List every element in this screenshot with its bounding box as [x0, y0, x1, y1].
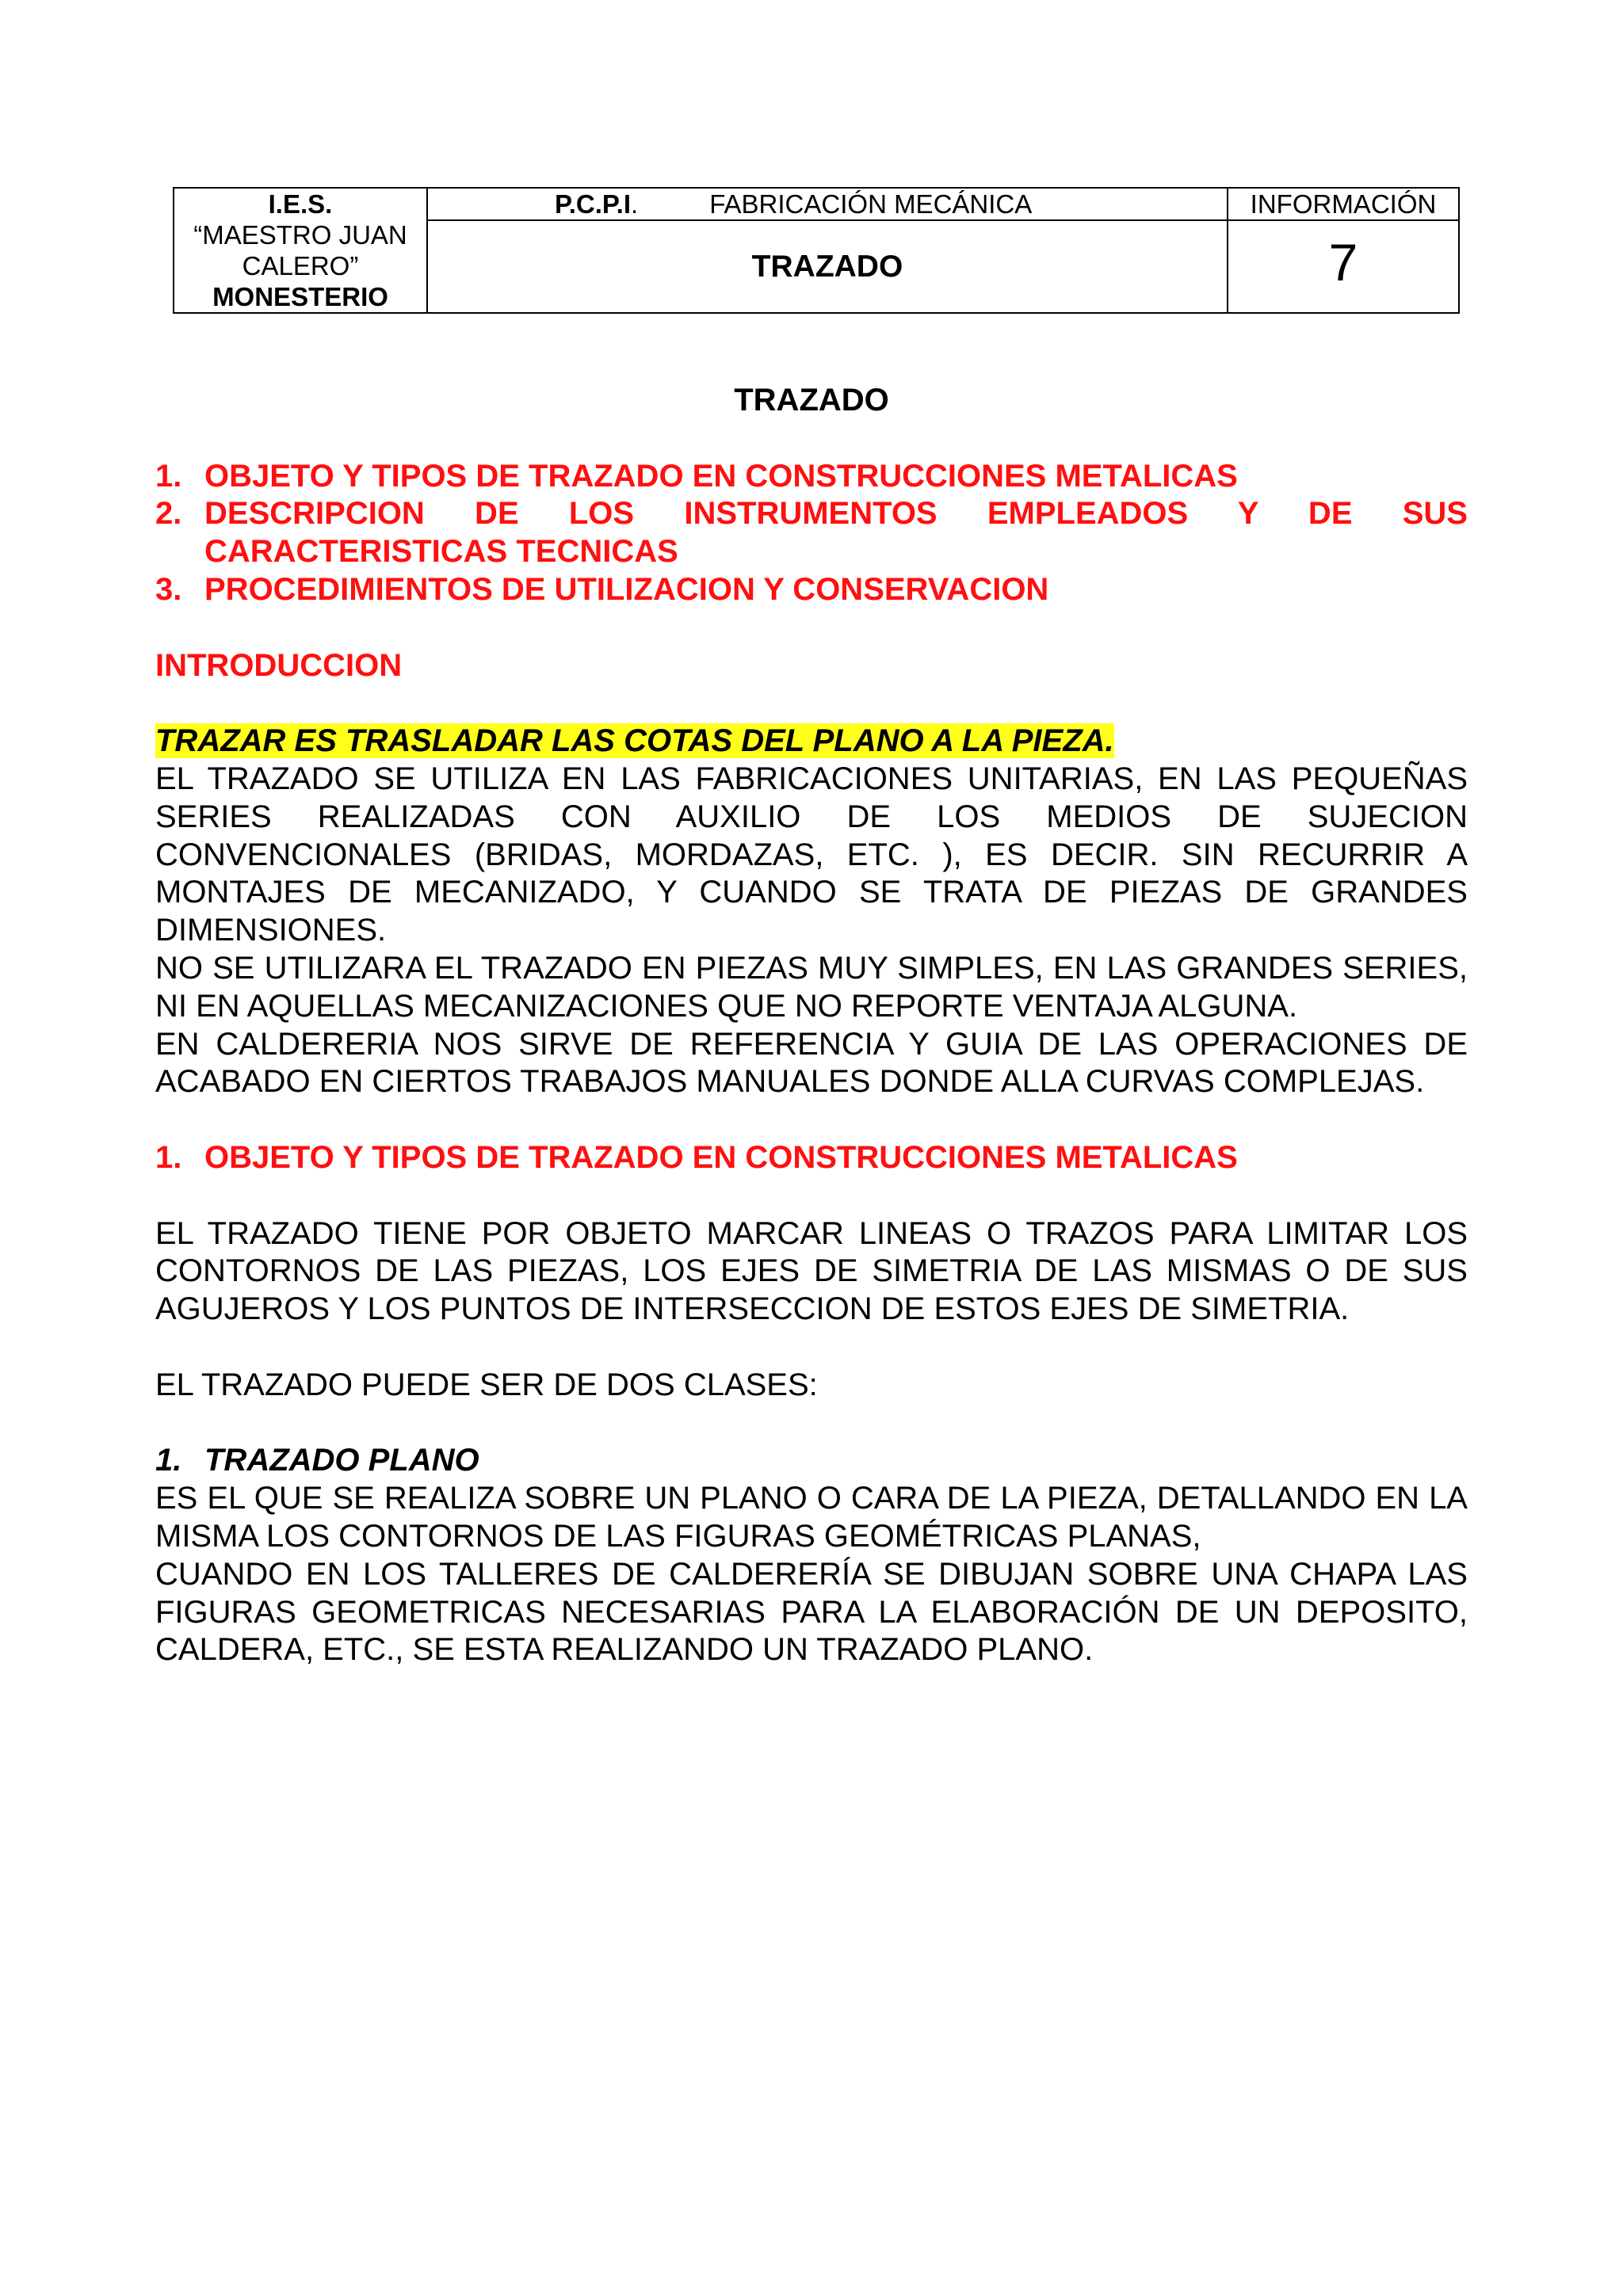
topic-cell [427, 220, 1228, 313]
topic-title: TRAZADO [751, 249, 903, 284]
table-of-contents [155, 458, 1468, 609]
doc-type-label: INFORMACIÓN [1250, 189, 1437, 219]
header-table [173, 187, 1460, 314]
toc-item: 1. OBJETO Y TIPOS DE TRAZADO EN CONSTRUCCIONES METALICAS [155, 458, 1238, 494]
toc-item: 3. PROCEDIMIENTOS DE UTILIZACION Y CONSERVACION [155, 571, 1049, 607]
section-1-heading: 1. OBJETO Y TIPOS DE TRAZADO EN CONSTRUCCIONES METALICAS [155, 1139, 1238, 1175]
section-1-paragraph-2: EL TRAZADO PUEDE SER DE DOS CLASES: [155, 1367, 818, 1402]
school-town: MONESTERIO [212, 282, 388, 311]
subsection-paragraph-2: CUANDO EN LOS TALLERES DE CALDERERÍA SE DIBUJAN SOBRE UNA CHAPA LAS FIGURAS GEOMETRICAS NECESARIAS PARA LA ELABORACIÓN DE UN DEPOSITO, CALDERA, ETC., SE ESTA REALIZANDO UN TRAZADO PLANO. [155, 1556, 1468, 1668]
doc-type-cell [1228, 188, 1459, 220]
toc-item: 2. DESCRIPCION DE LOS INSTRUMENTOS EMPLEADOS Y DE SUS CARACTERISTICAS TECNICAS [155, 496, 1468, 570]
intro-heading: INTRODUCCION [155, 647, 403, 683]
course-label: FABRICACIÓN MECÁNICA [709, 189, 1033, 219]
subsection-paragraph-1: ES EL QUE SE REALIZA SOBRE UN PLANO O CARA DE LA PIEZA, DETALLANDO EN LA MISMA LOS CONTORNOS DE LAS FIGURAS GEOMÉTRICAS PLANAS, [155, 1481, 1468, 1554]
school-ies: I.E.S. [268, 189, 333, 219]
number-cell [1228, 220, 1459, 313]
document-number: 7 [1328, 232, 1358, 292]
school-name-line1: “MAESTRO JUAN [193, 220, 407, 250]
intro-paragraph-3: EN CALDERERIA NOS SIRVE DE REFERENCIA Y GUIA DE LAS OPERACIONES DE ACABADO EN CIERTOS TRABAJOS MANUALES DONDE ALLA CURVAS COMPLEJAS. [155, 1026, 1468, 1100]
program-label: P.C.P.I [555, 189, 632, 219]
subsection-heading: 1. TRAZADO PLANO [155, 1443, 479, 1478]
section-1-paragraph-1: EL TRAZADO TIENE POR OBJETO MARCAR LINEAS O TRAZOS PARA LIMITAR LOS CONTORNOS DE LAS PIEZAS, LOS EJES DE SIMETRIA DE LAS MISMAS O DE SUS AGUJEROS Y LOS PUNTOS DE INTERSECCION DE ESTOS EJES DE SIMETRIA. [155, 1215, 1468, 1327]
school-cell [174, 188, 427, 313]
document-body [155, 382, 1468, 1669]
school-name-line2: CALERO” [242, 251, 359, 280]
intro-paragraph-2: NO SE UTILIZARA EL TRAZADO EN PIEZAS MUY SIMPLES, EN LAS GRANDES SERIES, NI EN AQUELLAS MECANIZACIONES QUE NO REPORTE VENTAJA ALGUNA. [155, 950, 1468, 1024]
program-dot: . [631, 189, 639, 219]
intro-paragraph-1: EL TRAZADO SE UTILIZA EN LAS FABRICACIONES UNITARIAS, EN LAS PEQUEÑAS SERIES REALIZADAS CON AUXILIO DE LOS MEDIOS DE SUJECION CONVENCIONALES (BRIDAS, MORDAZAS, ETC. ), ES DECIR. SIN RECURRIR A MONTAJES DE MECANIZADO, Y CUANDO SE TRATA DE PIEZAS DE GRANDES DIMENSIONES. [155, 761, 1468, 948]
intro-highlight: TRAZAR ES TRASLADAR LAS COTAS DEL PLANO A LA PIEZA. [155, 723, 1114, 759]
page-title: TRAZADO [734, 383, 889, 418]
program-cell [427, 188, 1228, 220]
